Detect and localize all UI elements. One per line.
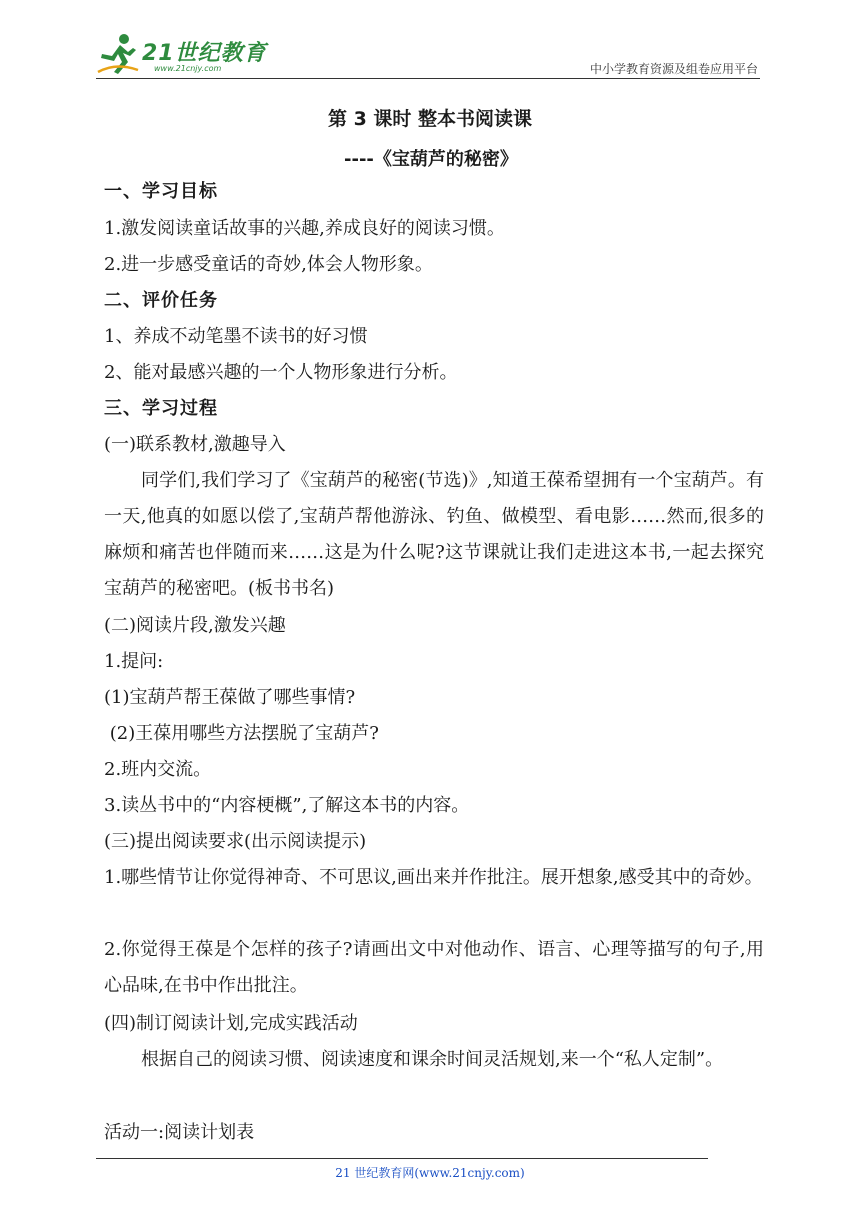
part-title: (一)联系教材,激趣导入 (104, 434, 286, 455)
list-item: (2)王葆用哪些方法摆脱了宝葫芦? (104, 723, 379, 744)
page-header (96, 30, 764, 78)
section-heading-process: 三、学习过程 (104, 398, 218, 419)
site-logo (96, 30, 276, 78)
list-item: 2.班内交流。 (104, 759, 212, 780)
task-item: 1、养成不动笔墨不读书的好习惯 (104, 326, 368, 347)
footer-divider (96, 1158, 708, 1159)
page-subtitle: ----《宝葫芦的秘密》 (344, 149, 518, 170)
part-title: (二)阅读片段,激发兴趣 (104, 615, 286, 636)
logo-url: www.21cnjy.com (154, 64, 222, 73)
header-divider (96, 78, 760, 79)
activity-title: 活动一:阅读计划表 (104, 1122, 255, 1143)
section-heading-goals: 一、学习目标 (104, 181, 218, 202)
list-item: (1)宝葫芦帮王葆做了哪些事情? (104, 687, 356, 708)
requirement-item: 2.你觉得王葆是个怎样的孩子?请画出文中对他动作、语言、心理等描写的句子,用心品味,在书中作出批注。 (104, 939, 764, 996)
goal-item: 2.进一步感受童话的奇妙,体会人物形象。 (104, 254, 433, 275)
plan-paragraph: 根据自己的阅读习惯、阅读速度和课余时间灵活规划,来一个“私人定制”。 (141, 1049, 724, 1070)
page-title: 第 3 课时 整本书阅读课 (327, 108, 533, 130)
part-title: (四)制订阅读计划,完成实践活动 (104, 1013, 358, 1034)
goal-item: 1.激发阅读童话故事的兴趣,养成良好的阅读习惯。 (104, 218, 505, 239)
section-heading-tasks: 二、评价任务 (104, 290, 218, 311)
list-item: 1.提问: (104, 651, 164, 672)
requirement-item: 1.哪些情节让你觉得神奇、不可思议,画出来并作批注。展开想象,感受其中的奇妙。 (104, 867, 763, 888)
header-platform-text: 中小学教育资源及组卷应用平台 (589, 62, 758, 76)
part-title: (三)提出阅读要求(出示阅读提示) (104, 831, 367, 852)
page-footer: 21 世纪教育网(www.21cnjy.com) (335, 1166, 525, 1180)
intro-paragraph: 同学们,我们学习了《宝葫芦的秘密(节选)》,知道王葆希望拥有一个宝葫芦。有一天,他真的如愿以偿了,宝葫芦帮他游泳、钓鱼、做模型、看电影……然而,很多的麻烦和痛苦也伴随而来……这是为什么呢?这节课就让我们走进这本书,一起去探究宝葫芦的秘密吧。(板书书名) (104, 470, 764, 599)
list-item: 3.读丛书中的“内容梗概”,了解这本书的内容。 (104, 795, 470, 816)
task-item: 2、能对最感兴趣的一个人物形象进行分析。 (104, 362, 458, 383)
runner-logo-icon (96, 32, 140, 76)
logo-text: 21世纪教育 (142, 41, 267, 66)
